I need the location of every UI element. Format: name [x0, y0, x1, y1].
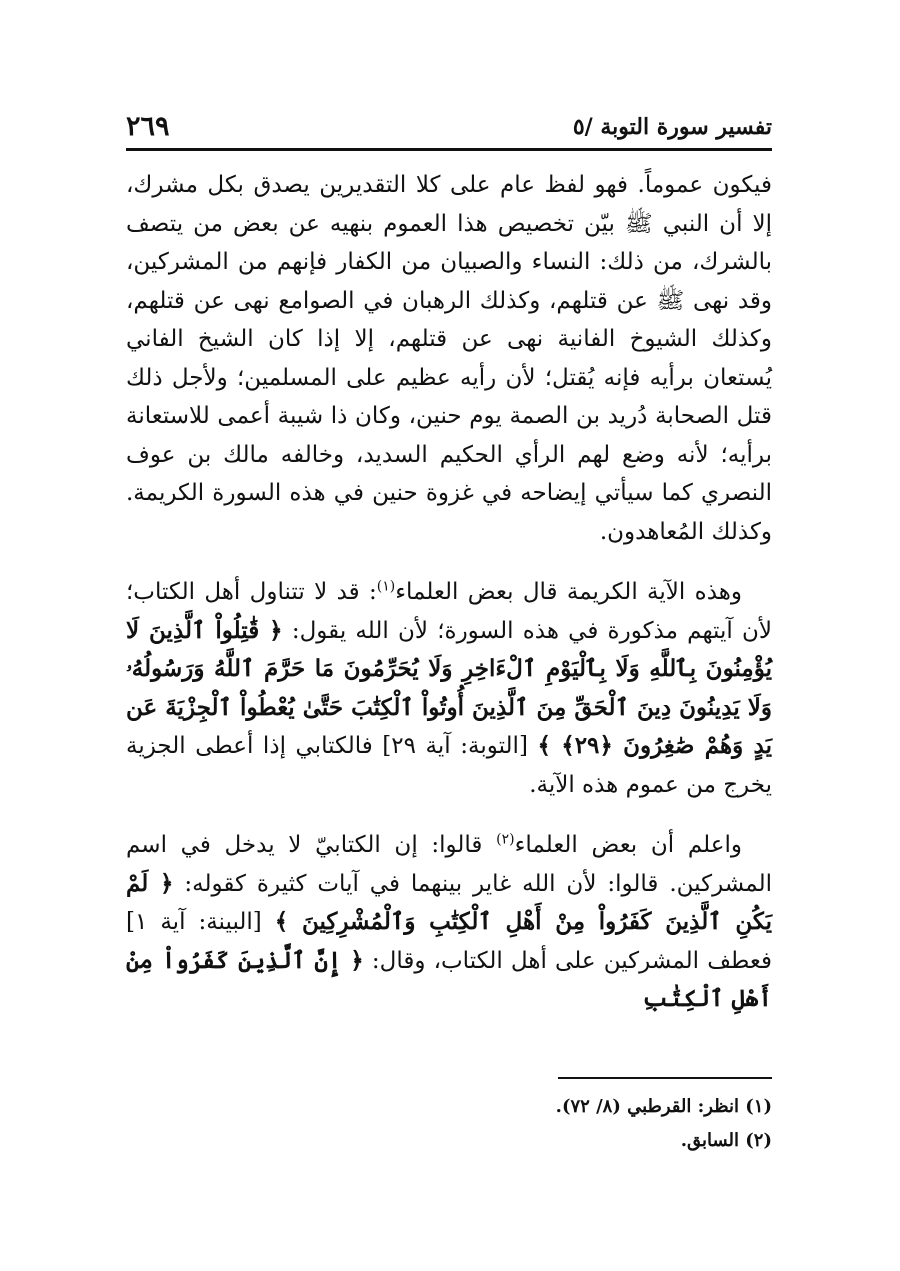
- paragraph-3-text-a: واعلم أن بعض العلماء: [514, 832, 742, 858]
- paragraph-2-text-a: وهذه الآية الكريمة قال بعض العلماء: [395, 579, 743, 605]
- paragraph-3-text-c: [البينة: آية ١] فعطف المشركين على أهل الكتاب، وقال:: [126, 909, 772, 974]
- paragraph-2-text-b: : قد لا تتناول أهل الكتاب؛ لأن آيتهم مذكورة في هذه السورة؛ لأن الله يقول:: [126, 579, 772, 644]
- quran-verse-bayyinah-1: ﴿ لَمْ يَكُنِ ٱلَّذِينَ كَفَرُواْ مِنْ أَهْلِ ٱلْكِتَٰبِ وَٱلْمُشْرِكِينَ ﴾: [126, 869, 772, 935]
- page-header: [126, 106, 772, 142]
- footnote-rule: [558, 1077, 772, 1079]
- footnote-marker-2: (٢): [496, 831, 515, 848]
- quran-verse-tawbah-29: ﴿ قَٰتِلُواْ ٱلَّذِينَ لَا يُؤْمِنُونَ بِٱللَّهِ وَلَا بِٱلْيَوْمِ ٱلْءَاخِرِ وَلَا يُحَرِّمُونَ مَا حَرَّمَ ٱللَّهُ وَرَسُولُهُۥ وَلَا يَدِينُونَ دِينَ ٱلْحَقِّ مِنَ ٱلَّذِينَ أُوتُواْ ٱلْكِتَٰبَ حَتَّىٰ يُعْطُواْ ٱلْجِزْيَةَ عَن يَدٍ وَهُمْ صَٰغِرُونَ ﴿٢٩﴾ ﴾: [126, 616, 772, 759]
- paragraph-2: [126, 573, 772, 804]
- page-body: [126, 166, 772, 1019]
- footnotes: [126, 1090, 772, 1158]
- header-rule: [126, 148, 772, 151]
- paragraph-2-text-c: [التوبة: آية ٢٩] فالكتابي إذا أعطى الجزية يخرج من عموم هذه الآية.: [126, 733, 772, 798]
- paragraph-1: فيكون عموماً. فهو لفظ عام على كلا التقديرين يصدق بكل مشرك، إلا أن النبي ﷺ بيّن تخصيص هذا العموم بنهيه عن بعض من يتصف بالشرك، من ذلك: النساء والصبيان من الكفار فإنهم من المشركين، وقد نهى ﷺ عن قتلهم، وكذلك الرهبان في الصوامع نهى عن قتلهم، وكذلك الشيوخ الفانية نهى عن قتلهم، إلا إذا كان الشيخ الفاني يُستعان برأيه فإنه يُقتل؛ لأن رأيه عظيم على المسلمين؛ ولأجل ذلك قتل الصحابة دُريد بن الصمة يوم حنين، وكان ذا شيبة أعمى للاستعانة برأيه؛ لأنه وضع لهم الرأي الحكيم السديد، وخالفه مالك بن عوف النصري كما سيأتي إيضاحه في غزوة حنين في هذه السورة الكريمة. وكذلك المُعاهدون.: [126, 172, 772, 545]
- footnote-2: (٢) السابق.: [680, 1130, 772, 1151]
- paragraph-3: [126, 826, 772, 1019]
- running-title: تفسير سورة التوبة /٥: [572, 114, 772, 140]
- paragraph-3-text-b: قالوا: إن الكتابيّ لا يدخل في اسم المشركين. قالوا: لأن الله غاير بينهما في آيات كثيرة كقوله:: [126, 832, 772, 897]
- footnote-1: (١) انظر: القرطبي (٨/ ٧٢).: [555, 1096, 772, 1117]
- quran-verse-fragment: ﴿ إِنَّ ٱلَّذِينَ كَفَرُواْ مِنْ أَهْلِ ٱلْكِتَٰبِ: [126, 946, 772, 1012]
- page-number: ٢٦٩: [126, 111, 170, 142]
- footnote-marker-1: (١): [376, 578, 396, 595]
